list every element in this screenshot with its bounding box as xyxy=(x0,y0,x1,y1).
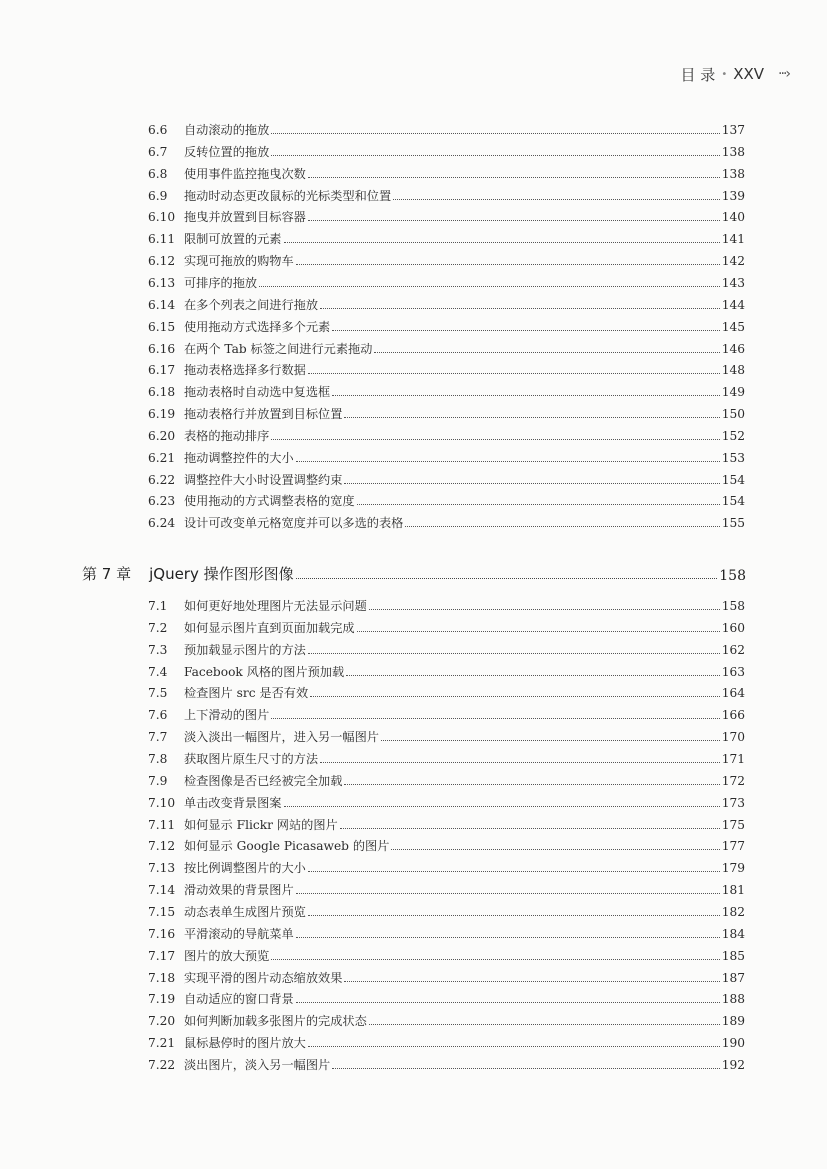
toc-entry[interactable] xyxy=(148,489,745,509)
leader-dots xyxy=(391,849,719,850)
toc-entry-title: 限制可放置的元素 xyxy=(184,232,282,247)
toc-entry[interactable] xyxy=(148,468,745,488)
toc-entry[interactable] xyxy=(148,922,745,942)
toc-entry[interactable] xyxy=(148,402,745,422)
toc-entry[interactable] xyxy=(148,1053,745,1073)
toc-entry-title: 反转位置的拖放 xyxy=(184,144,270,159)
toc-entry-number: 6.6 xyxy=(148,123,168,137)
toc-entry-title: 使用事件监控拖曳次数 xyxy=(184,166,306,181)
toc-entry-title: 拖动调整控件的大小 xyxy=(184,450,294,465)
toc-entry-page: 181 xyxy=(721,883,745,898)
leader-dots xyxy=(344,483,719,484)
toc-entry-page: 162 xyxy=(721,642,745,657)
leader-dots xyxy=(308,373,720,374)
toc-entry-page: 150 xyxy=(721,407,745,422)
chapter-heading[interactable] xyxy=(82,560,746,584)
toc-entry-page: 190 xyxy=(721,1036,745,1051)
toc-entry[interactable] xyxy=(148,987,745,1007)
toc-entry-page: 177 xyxy=(721,839,745,854)
leader-dots xyxy=(259,286,720,287)
toc-entry-page: 154 xyxy=(721,494,745,509)
leader-dots xyxy=(405,526,719,527)
toc-entry-page: 140 xyxy=(721,210,745,225)
toc-entry-title: 如何显示 Flickr 网站的图片 xyxy=(184,817,338,832)
chevron-right-icon: ···› xyxy=(778,66,789,82)
toc-entry[interactable] xyxy=(148,227,745,247)
toc-entry-number: 6.21 xyxy=(148,450,176,465)
toc-entry[interactable] xyxy=(148,834,745,854)
toc-entry-number: 7.10 xyxy=(148,795,176,810)
toc-entry-number: 6.20 xyxy=(148,428,176,443)
toc-entry-title: 鼠标悬停时的图片放大 xyxy=(184,1036,306,1051)
toc-entry-title: 拖曳并放置到目标容器 xyxy=(184,210,306,225)
toc-entry-page: 172 xyxy=(721,773,745,788)
leader-dots xyxy=(393,199,720,200)
toc-entry-title: 调整控件大小时设置调整约束 xyxy=(184,472,343,487)
toc-entry-number: 7.11 xyxy=(148,817,176,832)
toc-entry[interactable] xyxy=(148,184,745,204)
toc-entry-page: 146 xyxy=(721,341,745,356)
toc-entry-title: 如何判断加载多张图片的完成状态 xyxy=(184,1014,367,1029)
toc-entry-page: 148 xyxy=(721,363,745,378)
leader-dots xyxy=(344,784,719,785)
leader-dots xyxy=(344,417,719,418)
toc-entry-number: 6.13 xyxy=(148,275,176,290)
leader-dots xyxy=(308,653,720,654)
toc-entry-page: 179 xyxy=(721,861,745,876)
toc-entry-number: 6.17 xyxy=(148,363,176,378)
toc-entry-number: 7.5 xyxy=(148,686,168,701)
toc-entry-title: 如何显示图片直到页面加载完成 xyxy=(184,620,355,635)
toc-entry-number: 6.14 xyxy=(148,297,176,312)
toc-entry[interactable] xyxy=(148,638,745,658)
toc-entry-number: 7.8 xyxy=(148,752,168,767)
toc-entry[interactable] xyxy=(148,358,745,378)
toc-entry[interactable] xyxy=(148,856,745,876)
leader-dots xyxy=(332,1068,719,1069)
toc-entry-title: 拖动表格行并放置到目标位置 xyxy=(184,407,343,422)
toc-entry-page: 185 xyxy=(721,948,745,963)
toc-entry-page: 152 xyxy=(721,428,745,443)
toc-entry-title: 实现平滑的图片动态缩放效果 xyxy=(184,970,343,985)
toc-entry-page: 142 xyxy=(721,254,745,269)
toc-entry[interactable] xyxy=(148,725,745,745)
leader-dots xyxy=(340,828,720,829)
leader-dots xyxy=(357,631,720,632)
toc-entry[interactable] xyxy=(148,337,745,357)
toc-entry-number: 6.8 xyxy=(148,166,168,181)
toc-entry[interactable] xyxy=(148,703,745,723)
toc-entry-page: 160 xyxy=(721,620,745,635)
toc-entry-title: 淡入淡出一幅图片，进入另一幅图片 xyxy=(184,730,379,745)
leader-dots xyxy=(296,264,720,265)
leader-dots xyxy=(284,242,720,243)
toc-entry[interactable] xyxy=(148,681,745,701)
toc-entry-title: 获取图片原生尺寸的方法 xyxy=(184,752,319,767)
toc-entry-page: 139 xyxy=(721,188,745,203)
toc-entry-title: 检查图像是否已经被完全加载 xyxy=(184,773,343,788)
leader-dots xyxy=(320,762,720,763)
toc-entry[interactable] xyxy=(148,1031,745,1051)
toc-entry-page: 163 xyxy=(721,664,745,679)
toc-entry-number: 6.24 xyxy=(148,516,176,531)
toc-entry-number: 6.7 xyxy=(148,144,168,159)
toc-entry-title: 自动滚动的拖放 xyxy=(184,123,270,137)
toc-entry[interactable] xyxy=(148,966,745,986)
toc-entry-page: 184 xyxy=(721,926,745,941)
header-dot-separator: • xyxy=(721,68,728,80)
leader-dots xyxy=(308,177,720,178)
toc-entry-page: 192 xyxy=(721,1058,745,1073)
toc-entry-page: 143 xyxy=(721,275,745,290)
toc-entry-title: 动态表单生成图片预览 xyxy=(184,905,306,920)
toc-entry-page: 166 xyxy=(721,708,745,723)
toc-entry-page: 138 xyxy=(721,166,745,181)
leader-dots xyxy=(271,959,719,960)
toc-entry[interactable] xyxy=(148,271,745,291)
toc-entry-number: 6.10 xyxy=(148,210,176,225)
toc-entry-number: 7.6 xyxy=(148,708,168,723)
toc-entry-title: 拖动表格时自动选中复选框 xyxy=(184,385,331,400)
toc-entry-page: 182 xyxy=(721,905,745,920)
toc-entry-page: 170 xyxy=(721,730,745,745)
leader-dots xyxy=(296,937,720,938)
toc-entry-number: 7.7 xyxy=(148,730,168,745)
chapter-page: 158 xyxy=(719,568,746,584)
toc-entry-number: 7.19 xyxy=(148,992,176,1007)
toc-entry-page: 149 xyxy=(721,385,745,400)
leader-dots xyxy=(271,718,719,719)
leader-dots xyxy=(381,740,720,741)
toc-entry-title: 按比例调整图片的大小 xyxy=(184,861,306,876)
toc-entry-page: 171 xyxy=(721,752,745,767)
toc-entry[interactable] xyxy=(148,878,745,898)
toc-entry-title: 拖动时动态更改鼠标的光标类型和位置 xyxy=(184,188,392,203)
toc-entry-title: 平滑滚动的导航菜单 xyxy=(184,926,294,941)
toc-entry-title: 表格的拖动排序 xyxy=(184,428,270,443)
toc-entry[interactable] xyxy=(148,446,745,466)
toc-entry-title: 上下滑动的图片 xyxy=(184,708,270,723)
toc-entry-page: 189 xyxy=(721,1014,745,1029)
toc-entry-number: 7.14 xyxy=(148,883,176,898)
toc-entry-page: 145 xyxy=(721,319,745,334)
leader-dots xyxy=(344,981,719,982)
toc-entry[interactable] xyxy=(148,813,745,833)
toc-entry[interactable] xyxy=(148,900,745,920)
leader-dots xyxy=(271,155,719,156)
leader-dots xyxy=(296,461,720,462)
toc-entry-number: 7.4 xyxy=(148,664,168,679)
toc-entry[interactable] xyxy=(148,118,745,138)
toc-entry-number: 6.11 xyxy=(148,232,176,247)
toc-entry-number: 7.12 xyxy=(148,839,176,854)
toc-entry-number: 7.20 xyxy=(148,1014,176,1029)
leader-dots xyxy=(271,133,719,134)
toc-entry-title: 滑动效果的背景图片 xyxy=(184,883,294,898)
leader-dots xyxy=(308,915,720,916)
toc-entry[interactable] xyxy=(148,660,745,680)
toc-entry[interactable] xyxy=(148,616,745,636)
toc-entry[interactable] xyxy=(148,380,745,400)
toc-entry-title: 使用拖动方式选择多个元素 xyxy=(184,319,331,334)
toc-entry-title: 预加载显示图片的方法 xyxy=(184,642,306,657)
toc-entry[interactable] xyxy=(148,769,745,789)
toc-entry[interactable] xyxy=(148,511,745,531)
toc-entry-number: 7.3 xyxy=(148,642,168,657)
toc-entry-number: 7.18 xyxy=(148,970,176,985)
toc-entry-number: 7.2 xyxy=(148,620,168,635)
toc-entry-number: 7.16 xyxy=(148,926,176,941)
leader-dots xyxy=(271,439,719,440)
chapter-title: jQuery 操作图形图像 xyxy=(149,565,294,583)
leader-dots xyxy=(296,578,718,579)
toc-entry-number: 7.13 xyxy=(148,861,176,876)
toc-entry-page: 137 xyxy=(721,123,745,137)
toc-entry[interactable] xyxy=(148,1009,745,1029)
toc-entry-number: 6.22 xyxy=(148,472,176,487)
toc-entry-number: 6.9 xyxy=(148,188,168,203)
toc-entry-page: 155 xyxy=(721,516,745,531)
toc-entry-title: 自动适应的窗口背景 xyxy=(184,992,294,1007)
header-label: 目 录 xyxy=(680,65,716,84)
toc-entry-title: 拖动表格选择多行数据 xyxy=(184,363,306,378)
toc-entry-number: 6.18 xyxy=(148,385,176,400)
toc-entry-number: 6.19 xyxy=(148,407,176,422)
leader-dots xyxy=(374,352,719,353)
leader-dots xyxy=(320,308,720,309)
toc-entry-number: 6.23 xyxy=(148,494,176,509)
leader-dots xyxy=(308,871,720,872)
toc-entry[interactable] xyxy=(148,791,745,811)
leader-dots xyxy=(332,330,719,331)
toc-entry-page: 141 xyxy=(721,232,745,247)
leader-dots xyxy=(284,806,720,807)
toc-entry-page: 188 xyxy=(721,992,745,1007)
leader-dots xyxy=(369,1024,720,1025)
toc-entry-title: 在两个 Tab 标签之间进行元素拖动 xyxy=(184,341,373,356)
toc-entry[interactable] xyxy=(148,293,745,313)
toc-entry-page: 175 xyxy=(721,817,745,832)
toc-entry-number: 7.22 xyxy=(148,1058,176,1073)
leader-dots xyxy=(357,504,720,505)
toc-entry-page: 164 xyxy=(721,686,745,701)
toc-entry-number: 7.17 xyxy=(148,948,176,963)
toc-entry-number: 6.15 xyxy=(148,319,176,334)
toc-entry-page: 187 xyxy=(721,970,745,985)
toc-entry-title: Facebook 风格的图片预加载 xyxy=(184,664,345,679)
running-header xyxy=(681,62,789,86)
header-page-number: XXV xyxy=(733,65,765,83)
toc-entry[interactable] xyxy=(148,162,745,182)
leader-dots xyxy=(308,220,720,221)
toc-entry[interactable] xyxy=(148,315,745,335)
toc-entry-number: 6.12 xyxy=(148,254,176,269)
toc-entry-title: 可排序的拖放 xyxy=(184,275,258,290)
leader-dots xyxy=(369,609,720,610)
toc-entry-page: 153 xyxy=(721,450,745,465)
toc-entry-page: 138 xyxy=(721,144,745,159)
toc-entry-title: 图片的放大预览 xyxy=(184,948,270,963)
toc-entry-number: 7.9 xyxy=(148,773,168,788)
toc-entry-number: 7.21 xyxy=(148,1036,176,1051)
toc-entry-title: 如何更好地处理图片无法显示问题 xyxy=(184,599,367,613)
leader-dots xyxy=(296,1002,720,1003)
toc-entry[interactable] xyxy=(148,944,745,964)
toc-entry-title: 如何显示 Google Picasaweb 的图片 xyxy=(184,839,390,854)
toc-entry-page: 173 xyxy=(721,795,745,810)
toc-entry[interactable] xyxy=(148,594,745,614)
toc-entry-page: 154 xyxy=(721,472,745,487)
toc-entry-title: 实现可拖放的购物车 xyxy=(184,254,294,269)
leader-dots xyxy=(346,675,720,676)
toc-entry[interactable] xyxy=(148,249,745,269)
leader-dots xyxy=(296,893,720,894)
leader-dots xyxy=(308,1046,720,1047)
leader-dots xyxy=(310,696,720,697)
toc-entry-title: 在多个列表之间进行拖放 xyxy=(184,297,319,312)
toc-entry-title: 单击改变背景图案 xyxy=(184,795,282,810)
toc-entry-page: 144 xyxy=(721,297,745,312)
toc-entry-title: 淡出图片，淡入另一幅图片 xyxy=(184,1058,331,1073)
toc-entry-title: 设计可改变单元格宽度并可以多选的表格 xyxy=(184,516,404,531)
toc-entry[interactable] xyxy=(148,747,745,767)
toc-entry-number: 7.1 xyxy=(148,599,168,613)
toc-entry-page: 158 xyxy=(721,599,745,613)
toc-entry[interactable] xyxy=(148,140,745,160)
toc-entry-number: 7.15 xyxy=(148,905,176,920)
toc-entry-title: 检查图片 src 是否有效 xyxy=(184,686,309,701)
toc-entry-title: 使用拖动的方式调整表格的宽度 xyxy=(184,494,355,509)
toc-entry-number: 6.16 xyxy=(148,341,176,356)
toc-entry[interactable] xyxy=(148,424,745,444)
leader-dots xyxy=(332,395,719,396)
chapter-number: 第 7 章 xyxy=(82,565,132,583)
toc-entry[interactable] xyxy=(148,205,745,225)
